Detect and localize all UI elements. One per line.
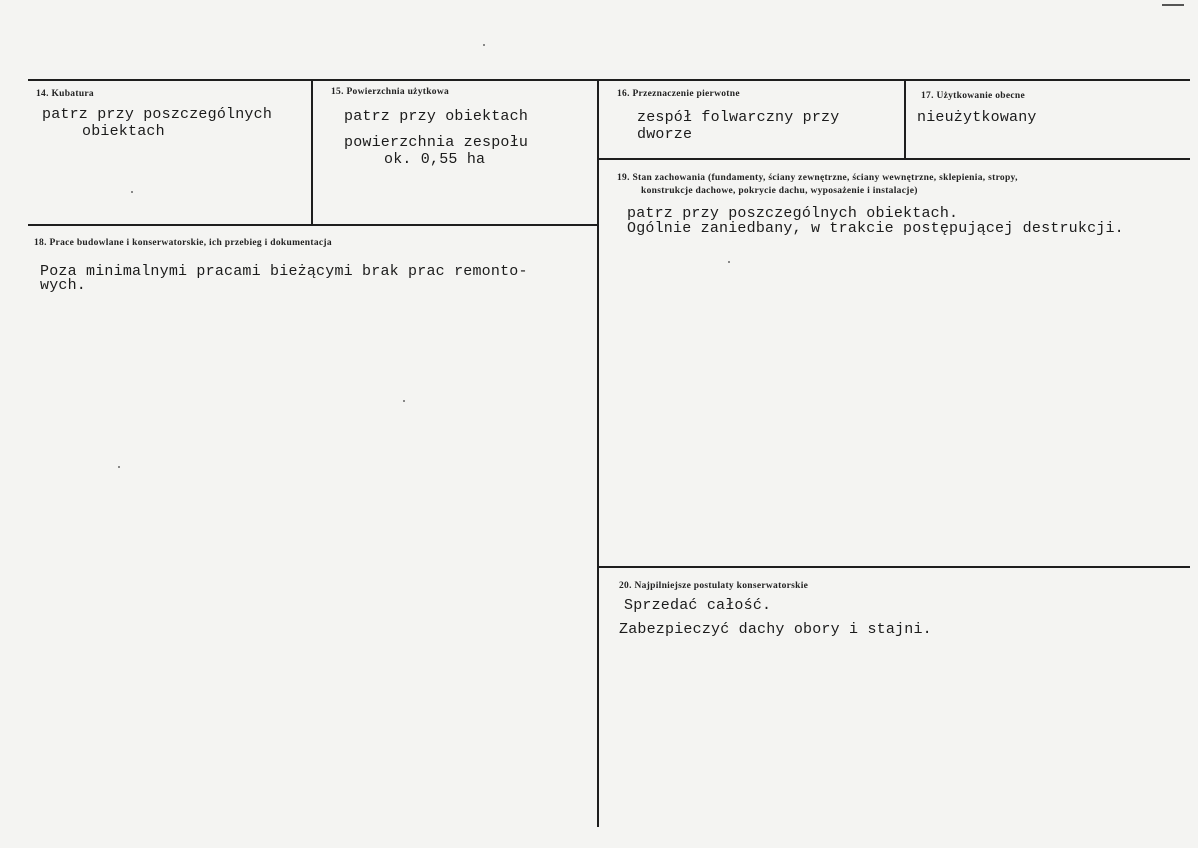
powierzchnia-value-line-1: patrz przy obiektach xyxy=(344,108,529,125)
scan-speck xyxy=(131,191,133,193)
divider-16-17 xyxy=(904,79,906,159)
scan-speck xyxy=(728,261,730,263)
powierzchnia-label: 15. Powierzchnia użytkowa xyxy=(331,87,450,97)
uzytkowanie-label: 17. Użytkowanie obecne xyxy=(921,91,1025,101)
divider-14-18 xyxy=(28,224,599,226)
scan-speck xyxy=(483,44,485,46)
powierzchnia-value-line-2: powierzchnia zespołu xyxy=(344,134,529,151)
prace-label: 18. Prace budowlane i konserwatorskie, ich przebieg i dokumentacja xyxy=(34,238,332,248)
prace-value-line-1: Poza minimalnymi pracami bieżącymi brak prac remonto- xyxy=(40,263,528,280)
divider-16-19 xyxy=(599,158,1190,160)
divider-14-15 xyxy=(311,79,313,225)
kubatura-value-line-2: obiektach xyxy=(82,123,165,140)
scan-speck xyxy=(118,466,120,468)
postulaty-label: 20. Najpilniejsze postulaty konserwatorskie xyxy=(619,581,809,591)
stan-label-line-1: 19. Stan zachowania (fundamenty, ściany zewnętrzne, ściany wewnętrzne, sklepienia, stropy, xyxy=(617,173,1018,183)
prace-value-line-2: wych. xyxy=(40,277,87,294)
scan-speck xyxy=(403,400,405,402)
stan-label-line-2: konstrukcje dachowe, pokrycie dachu, wyposażenie i instalacje) xyxy=(641,186,918,196)
stan-value-line-2: Ogólnie zaniedbany, w trakcie postępującej destrukcji. xyxy=(627,220,1124,237)
przeznaczenie-label: 16. Przeznaczenie pierwotne xyxy=(617,89,740,99)
postulaty-value-line-2: Zabezpieczyć dachy obory i stajni. xyxy=(619,621,932,638)
divider-19-20 xyxy=(599,566,1190,568)
przeznaczenie-value-line-1: zespół folwarczny przy xyxy=(637,109,840,126)
kubatura-value-line-1: patrz przy poszczególnych xyxy=(42,106,273,123)
kubatura-label: 14. Kubatura xyxy=(36,89,94,99)
stan-value-line-1: patrz przy poszczególnych obiektach. xyxy=(627,205,959,222)
scan-mark xyxy=(1162,4,1184,6)
uzytkowanie-value: nieużytkowany xyxy=(917,109,1037,126)
postulaty-value-line-1: Sprzedać całość. xyxy=(624,597,772,614)
powierzchnia-value-line-3: ok. 0,55 ha xyxy=(384,151,486,168)
przeznaczenie-value-line-2: dworze xyxy=(637,126,693,143)
top-border-line xyxy=(28,79,1190,81)
divider-left-right xyxy=(597,79,599,827)
